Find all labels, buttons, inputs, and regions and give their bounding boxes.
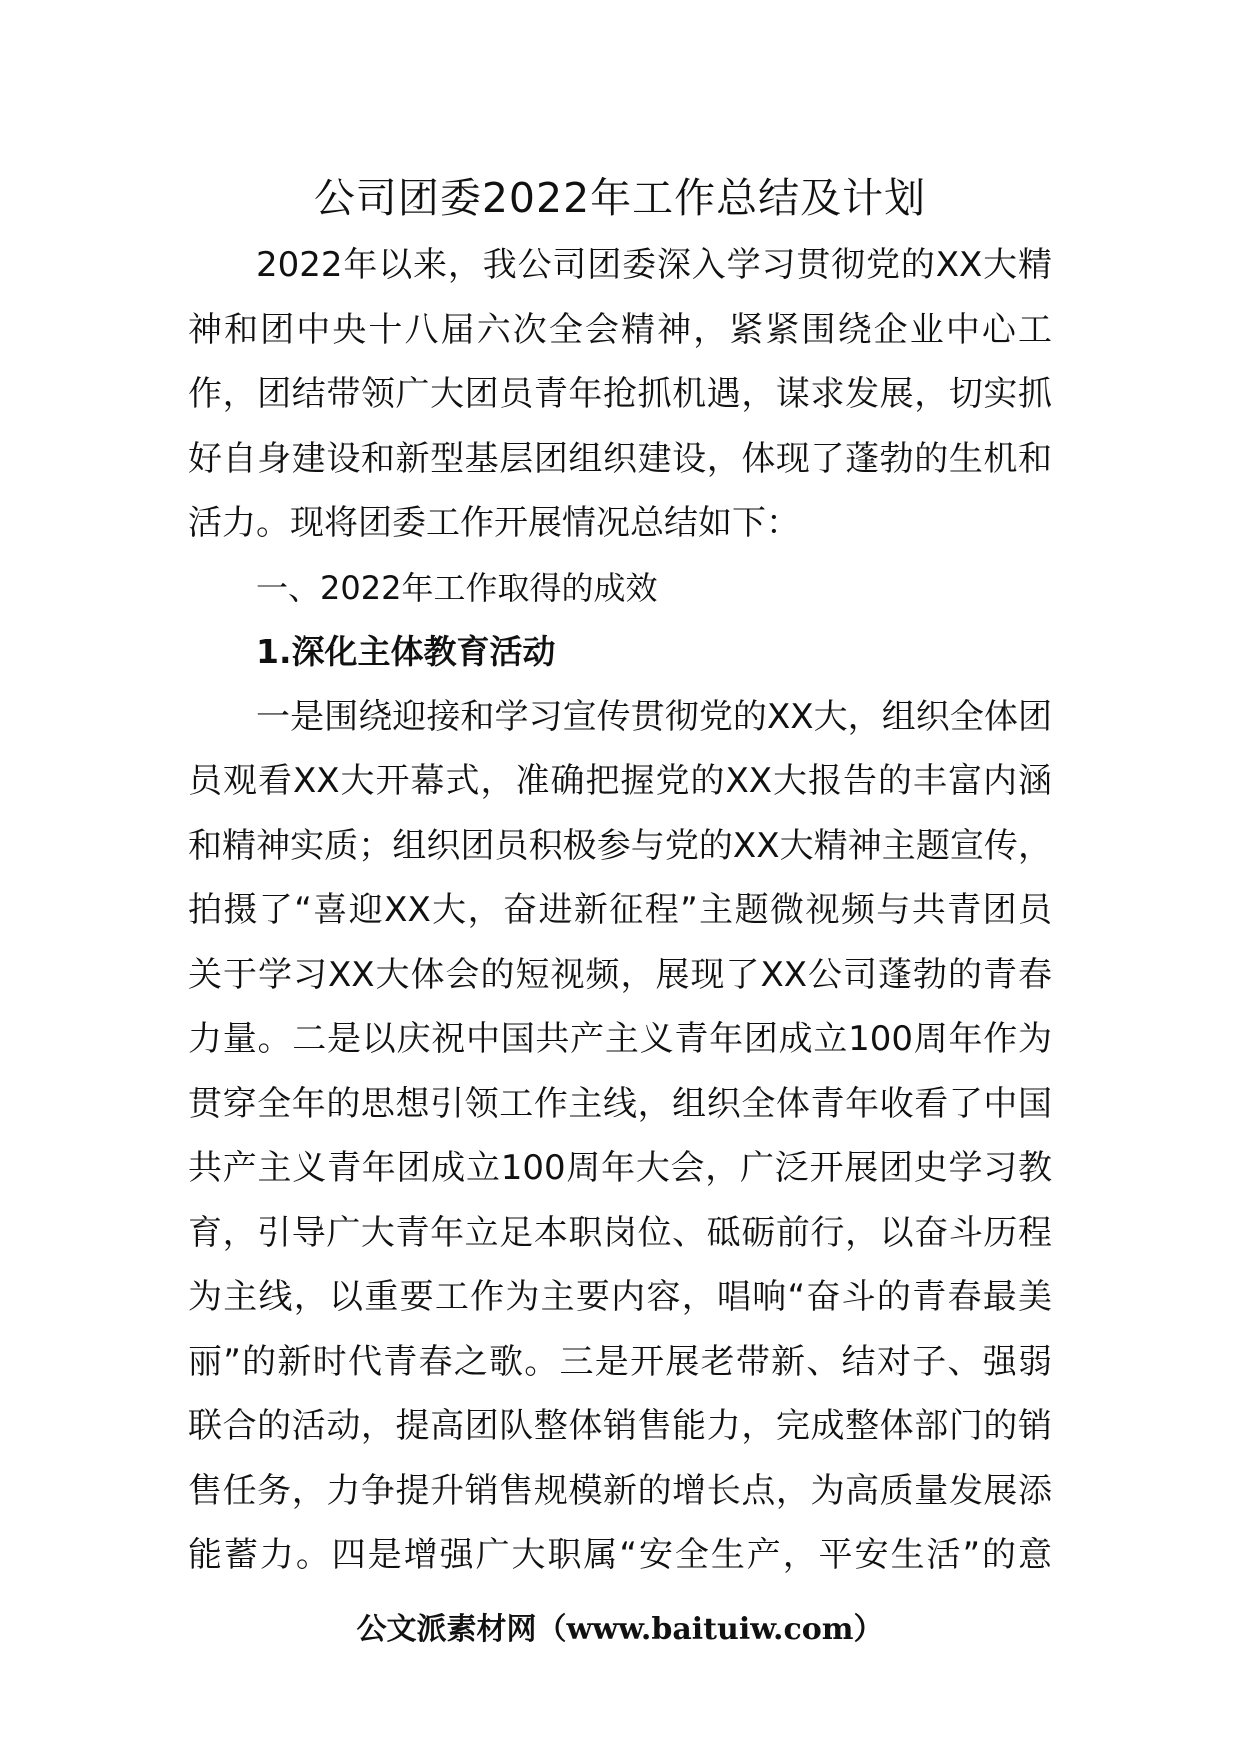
subsection-heading: 1.深化主体教育活动 <box>256 632 556 671</box>
intro-line: 2022年以来，我公司团委深入学习贯彻党的XX大精 <box>256 245 1052 285</box>
footer-watermark: 公文派素材网（www.baituiw.com） <box>356 1612 884 1647</box>
intro-line: 神和团中央十八届六次全会精神，紧紧围绕企业中心工 <box>188 309 1052 350</box>
paragraph-line: 一是围绕迎接和学习宣传贯彻党的XX大，组织全体团 <box>256 696 1052 737</box>
paragraph-line: 联合的活动，提高团队整体销售能力，完成整体部门的销 <box>188 1406 1052 1446</box>
document-title: 公司团委2022年工作总结及计划 <box>313 174 927 222</box>
paragraph-line: 和精神实质；组织团员积极参与党的XX大精神主题宣传， <box>188 825 1052 866</box>
paragraph-line: 育，引导广大青年立足本职岗位、砥砺前行，以奋斗历程 <box>188 1212 1052 1253</box>
section-heading: 一、2022年工作取得的成效 <box>256 568 658 607</box>
paragraph-line: 能蓄力。四是增强广大职属“安全生产，平安生活”的意 <box>188 1535 1052 1575</box>
paragraph-line: 力量。二是以庆祝中国共产主义青年团成立100周年作为 <box>188 1019 1052 1059</box>
paragraph-line: 售任务，力争提升销售规模新的增长点，为高质量发展添 <box>188 1470 1052 1511</box>
intro-line: 好自身建设和新型基层团组织建设，体现了蓬勃的生机和 <box>188 438 1052 479</box>
paragraph-line: 关于学习XX大体会的短视频，展现了XX公司蓬勃的青春 <box>188 954 1052 995</box>
paragraph-line: 员观看XX大开幕式，准确把握党的XX大报告的丰富内涵 <box>188 761 1052 801</box>
paragraph-line: 贯穿全年的思想引领工作主线，组织全体青年收看了中国 <box>188 1083 1052 1124</box>
paragraph-line: 拍摄了“喜迎XX大，奋进新征程”主题微视频与共青团员 <box>188 890 1052 930</box>
intro-line: 作，团结带领广大团员青年抢抓机遇，谋求发展，切实抓 <box>188 374 1052 414</box>
paragraph-line: 丽”的新时代青春之歌。三是开展老带新、结对子、强弱 <box>188 1341 1052 1382</box>
document-body <box>188 233 1052 1588</box>
paragraph-line: 为主线，以重要工作为主要内容，唱响“奋斗的青春最美 <box>188 1277 1052 1317</box>
paragraph-line: 共产主义青年团成立100周年大会，广泛开展团史学习教 <box>188 1148 1052 1188</box>
intro-line: 活力。现将团委工作开展情况总结如下： <box>188 503 800 543</box>
